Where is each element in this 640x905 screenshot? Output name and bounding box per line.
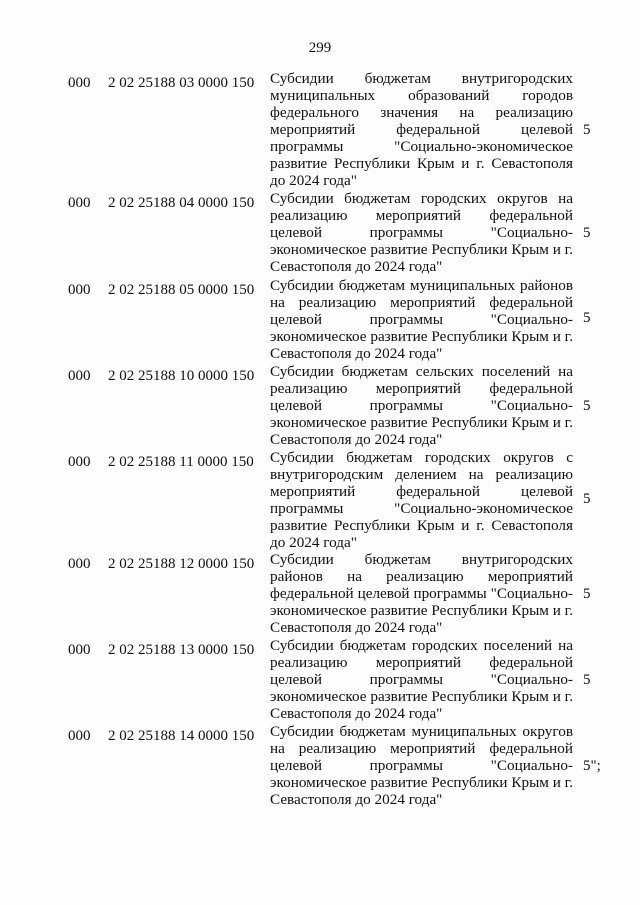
- row-value: 5: [583, 491, 591, 507]
- admin-code: 000: [68, 75, 91, 91]
- row-value: 5: [583, 586, 591, 602]
- budget-classification-code: 2 02 25188 04 0000 150: [108, 195, 255, 211]
- budget-classification-code: 2 02 25188 11 0000 150: [108, 454, 254, 470]
- budget-classification-code: 2 02 25188 12 0000 150: [108, 556, 255, 572]
- budget-classification-code: 2 02 25188 14 0000 150: [108, 728, 255, 744]
- row-description: Субсидии бюджетам сельских поселений на реализацию мероприятий федеральной целевой программы "Социально-экономическое развитие Республики Крым и г. Севастополя до 2024 года": [270, 363, 573, 448]
- budget-classification-code: 2 02 25188 03 0000 150: [108, 75, 255, 91]
- budget-classification-code: 2 02 25188 13 0000 150: [108, 642, 255, 658]
- row-description: Субсидии бюджетам внутригородских районов на реализацию мероприятий федеральной целевой программы "Социально-экономическое развитие Республики Крым и г. Севастополя до 2024 года": [270, 551, 573, 636]
- row-description: Субсидии бюджетам городских округов на реализацию мероприятий федеральной целевой программы "Социально-экономическое развитие Республики Крым и г. Севастополя до 2024 года": [270, 190, 573, 275]
- row-description: Субсидии бюджетам городских округов с внутригородским делением на реализацию мероприятий федеральной целевой программы "Социально-экономическое развитие Республики Крым и г. Севастополя до 2024 года": [270, 449, 573, 551]
- admin-code: 000: [68, 195, 91, 211]
- row-description: Субсидии бюджетам муниципальных районов на реализацию мероприятий федеральной целевой программы "Социально-экономическое развитие Республики Крым и г. Севастополя до 2024 года": [270, 277, 573, 362]
- row-description: Субсидии бюджетам внутригородских муниципальных образований городов федерального значения на реализацию мероприятий федеральной целевой программы "Социально-экономическое развитие Республики Крым и г. Севастополя до 2024 года": [270, 70, 573, 189]
- row-value: 5";: [583, 758, 601, 774]
- admin-code: 000: [68, 642, 91, 658]
- admin-code: 000: [68, 368, 91, 384]
- page-number: 299: [308, 40, 332, 56]
- row-value: 5: [583, 122, 591, 138]
- budget-classification-code: 2 02 25188 10 0000 150: [108, 368, 255, 384]
- admin-code: 000: [68, 556, 91, 572]
- row-value: 5: [583, 310, 591, 326]
- admin-code: 000: [68, 728, 91, 744]
- row-description: Субсидии бюджетам муниципальных округов на реализацию мероприятий федеральной целевой программы "Социально-экономическое развитие Республики Крым и г. Севастополя до 2024 года": [270, 723, 573, 808]
- row-value: 5: [583, 672, 591, 688]
- row-value: 5: [583, 398, 591, 414]
- row-description: Субсидии бюджетам городских поселений на реализацию мероприятий федеральной целевой программы "Социально-экономическое развитие Республики Крым и г. Севастополя до 2024 года": [270, 637, 573, 722]
- admin-code: 000: [68, 282, 91, 298]
- admin-code: 000: [68, 454, 91, 470]
- row-value: 5: [583, 225, 591, 241]
- budget-classification-code: 2 02 25188 05 0000 150: [108, 282, 255, 298]
